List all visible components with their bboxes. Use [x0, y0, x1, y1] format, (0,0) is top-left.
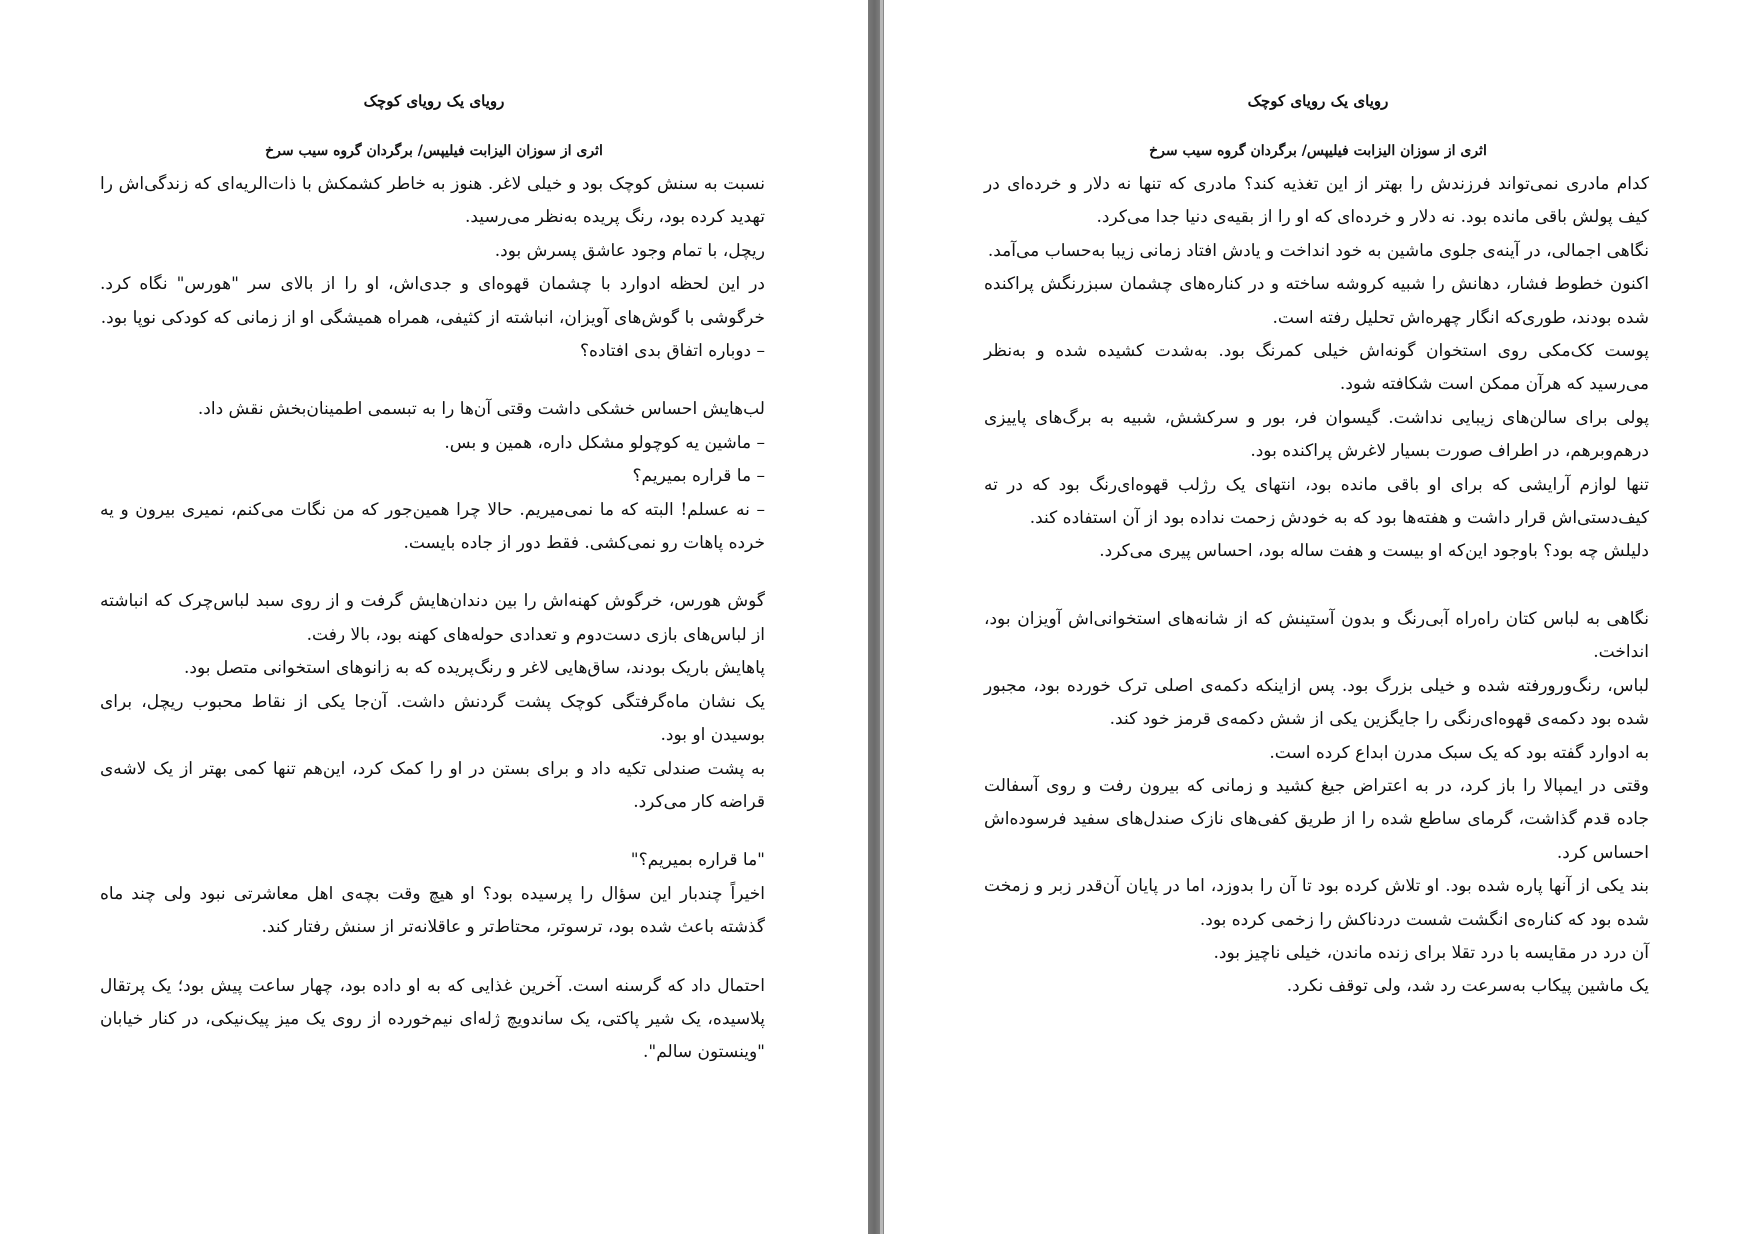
paragraph: در این لحظه ادوارد با چشمان قهوه‌ای و جدی‌اش، او را از بالای سر "هورس" نگاه کرد. خرگوشی با گوش‌های آویزان، انباشته از کثیفی، همراه همیشگی او از زمانی که کودکی نوپا بود. — [100, 274, 765, 328]
paragraph: لب‌هایش احساس خشکی داشت وقتی آن‌ها را به تبسمی اطمینان‌بخش نقش داد. — [197, 399, 765, 420]
page-byline: اثری از سوزان الیزابت فیلیپس/ برگردان گروه سیب سرخ — [265, 143, 603, 159]
spine-edge — [880, 0, 883, 1234]
paragraph: نگاهی به لباس کتان راه‌راه آبی‌رنگ و بدون آستینش که از شانه‌های استخوانی‌اش آویزان بود، انداخت. — [984, 608, 1649, 663]
paragraph: "ما قراره بمیریم؟" — [630, 850, 765, 871]
paragraph: اخیراً چندبار این سؤال را پرسیده بود؟ او هیچ وقت بچه‌ی اهل معاشرتی نبود ولی چند ماه گذشته باعث شده بود، ترسوتر، محتاط‌تر و عاقلانه‌تر از سنش رفتار کند. — [100, 883, 765, 938]
page-title: رویای یک رویای کوچک — [1247, 92, 1389, 110]
paragraph: کدام مادری نمی‌تواند فرزندش را بهتر از این تغذیه کند؟ مادری که تنها نه دلار و خرده‌ای در کیف پولش باقی مانده بود. نه دلار و خرده‌ای که او را از بقیه‌ی دنیا جدا می‌کرد. — [984, 174, 1649, 228]
paragraph: پولی برای سالن‌های زیبایی نداشت. گیسوان فر، بور و سرکشش، شبیه به برگ‌های پاییزی درهم‌وبرهم، در اطراف صورت بسیار لاغرش پراکنده بود. — [984, 407, 1649, 462]
paragraph: یک نشان ماه‌گرفتگی کوچک پشت گردنش داشت. آن‌جا یکی از نقاط محبوب ریچل، برای بوسیدن او بود. — [100, 691, 765, 746]
paragraph: آن درد در مقایسه با درد تقلا برای زنده ماندن، خیلی ناچیز بود. — [1213, 942, 1649, 963]
paragraph: – ما قراره بمیریم؟ — [632, 466, 765, 487]
paragraph: ریچل، با تمام وجود عاشق پسرش بود. — [494, 240, 765, 261]
page-body — [100, 168, 765, 1070]
paragraph: بند یکی از آنها پاره شده بود. او تلاش کرده بود تا آن را بدوزد، اما در پایان آن‌قدر زبر و زمخت شده بود که کناره‌ی انگشت شست دردناکش را زخمی کرده بود. — [984, 876, 1649, 930]
paragraph: لباس، رنگ‌ورورفته شده و خیلی بزرگ بود. پس ازاینکه دکمه‌ی اصلی ترک خورده بود، مجبور شده بود دکمه‌ی قهوه‌ای‌رنگی را جایگزین یکی از شش دکمه‌ی قرمز خود کند. — [984, 675, 1649, 730]
paragraph: احتمال داد که گرسنه است. آخرین غذایی که به او داده بود، چهار ساعت پیش بود؛ یک پرتقال پلاسیده، یک شیر پاکتی، یک ساندویچ ژله‌ای نیم‌خورده از روی یک میز پیک‌نیکی، در کنار خیابان "وینستون سالم". — [100, 975, 765, 1063]
left-page — [0, 0, 868, 1234]
paragraph: اکنون خطوط فشار، دهانش را شبیه کروشه ساخته و در کناره‌های چشمان سبزرنگش پراکنده شده بودند، طوری‌که انگار چهره‌اش تحلیل رفته است. — [984, 274, 1649, 328]
paragraph: پوست کک‌مکی روی استخوان گونه‌اش خیلی کمرنگ بود. به‌شدت کشیده شده و به‌نظر می‌رسید که هرآن ممکن است شکافته شود. — [984, 341, 1649, 395]
paragraph: تنها لوازم آرایشی که برای او باقی مانده بود، انتهای یک رژلب قهوه‌ای‌رنگ بود که در ته کیف‌دستی‌اش قرار داشت و هفته‌ها بود که به خودش زحمت نداده بود از آن استفاده کند. — [984, 474, 1649, 529]
paragraph: نگاهی اجمالی، در آینه‌ی جلوی ماشین به خود انداخت و یادش افتاد زمانی زیبا به‌حساب می‌آمد. — [987, 240, 1649, 261]
paragraph: به ادوارد گفته بود که یک سبک مدرن ابداع کرده است. — [1269, 742, 1649, 763]
paragraph: گوش هورس، خرگوش کهنه‌اش را بین دندان‌هایش گرفت و از روی سبد لباس‌چرک که انباشته از لباس‌های بازی دست‌دوم و تعدادی حوله‌های کهنه بود، بالا رفت. — [100, 591, 765, 645]
paragraph: یک ماشین پیکاب به‌سرعت رد شد، ولی توقف نکرد. — [1286, 976, 1649, 997]
page-body — [984, 168, 1649, 1004]
paragraph: به پشت صندلی تکیه داد و برای بستن در او را کمک کرد، این‌هم تنها کمی بهتر از یک لاشه‌ی قراضه کار می‌کرد. — [100, 758, 765, 812]
paragraph: – ماشین یه کوچولو مشکل داره، همین و بس. — [444, 432, 765, 453]
page-title: رویای یک رویای کوچک — [363, 92, 505, 110]
paragraph: دلیلش چه بود؟ باوجود این‌که او بیست و هفت ساله بود، احساس پیری می‌کرد. — [1099, 541, 1649, 562]
paragraph: پاهایش باریک بودند، ساق‌هایی لاغر و رنگ‌پریده که به زانوهای استخوانی متصل بود. — [183, 658, 765, 679]
paragraph: وقتی در ایمپالا را باز کرد، در به اعتراض جیغ کشید و زمانی که بیرون رفت و روی آسفالت جاده قدم گذاشت، گرمای ساطع شده را از طریق کفی‌های نازک صندل‌های سفید فرسوده‌اش احساس کرد. — [984, 775, 1649, 863]
paragraph: – نه عسلم! البته که ما نمی‌میریم. حالا چرا همین‌جور که من نگات می‌کنم، نمیری بیرون و یه خرده پاهات رو نمی‌کشی. فقط دور از جاده بایست. — [100, 499, 765, 554]
page-byline: اثری از سوزان الیزابت فیلیپس/ برگردان گروه سیب سرخ — [1149, 143, 1487, 159]
paragraph: نسبت به سنش کوچک بود و خیلی لاغر. هنوز به خاطر کشمکش با ذات‌الریه‌ای که زندگی‌اش را تهدید کرده بود، رنگ پریده به‌نظر می‌رسید. — [100, 174, 765, 228]
right-page — [884, 0, 1752, 1234]
paragraph: – دوباره اتفاق بدی افتاده؟ — [580, 341, 765, 362]
